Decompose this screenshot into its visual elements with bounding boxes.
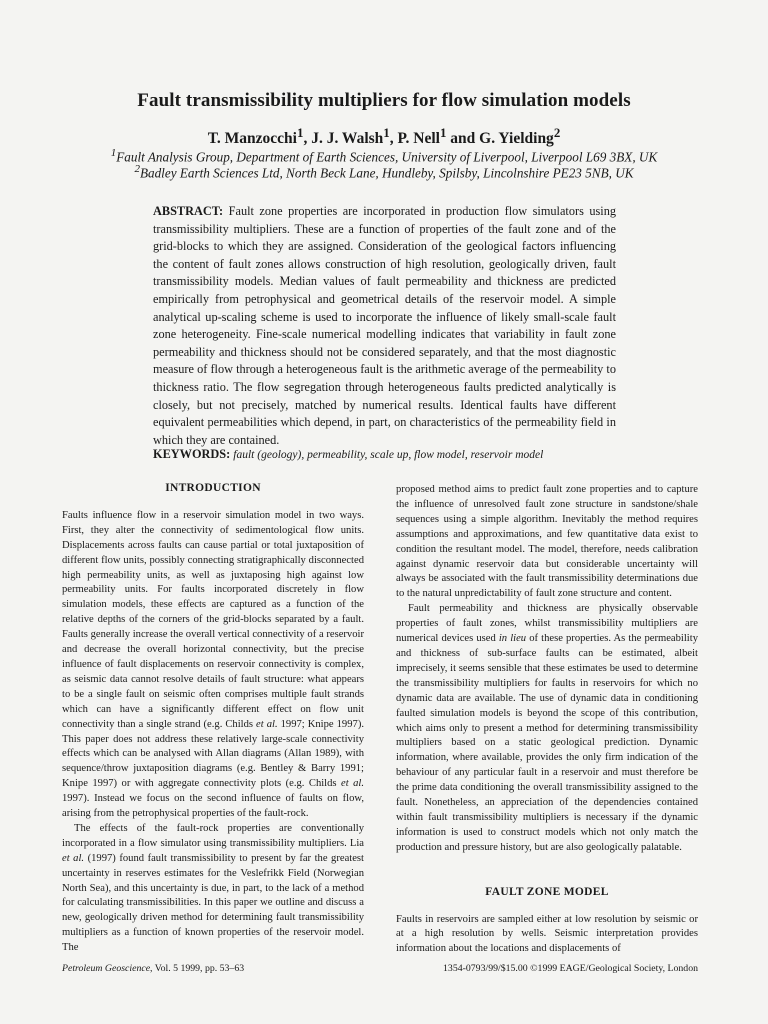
author-separator: ,: [389, 130, 398, 148]
body-italic: et al.: [62, 852, 85, 864]
footer-copyright: 1354-0793/99/$15.00 ©1999 EAGE/Geological Society, London: [443, 963, 698, 974]
body-text: 1997). Instead we focus on the second influence of faults on flow, arising from the petrophysical properties of the fault-rock.: [62, 793, 364, 820]
footer-citation: [62, 963, 244, 974]
affiliation-line: [0, 163, 768, 181]
keywords-list: fault (geology), permeability, scale up, flow model, reservoir model: [233, 449, 544, 461]
keywords: [153, 447, 616, 462]
paper-title: Fault transmissibility multipliers for flow simulation models: [137, 90, 631, 111]
body-italic: et al.: [341, 778, 364, 790]
body-paragraph: proposed method aims to predict fault zone properties and to capture the influence of unresolved fault zone structure in sandstone/shale sequences using a simple algorithm. Inevitably the method requires assumptions and approximations, and few quantitative data exist to condition the resultant model. The model, therefore, needs calibration against dynamic reservoir data but considerable uncertainty will always be associated with the fault transmissibility determinations due to the natural unpredictability of fault zone structure and content.: [396, 484, 698, 600]
body-paragraph: [396, 602, 698, 855]
section-heading-introduction: INTRODUCTION: [165, 482, 261, 494]
body-paragraph: [62, 509, 364, 822]
right-column: [396, 483, 698, 957]
author-name: P. Nell: [397, 130, 440, 148]
body-paragraph: [62, 822, 364, 956]
section-heading-fault-zone-model: FAULT ZONE MODEL: [485, 885, 609, 898]
affiliation-text: Badley Earth Sciences Ltd, North Beck Lane, Hundleby, Spilsby, Lincolnshire PE23 5NB, UK: [139, 165, 634, 181]
body-text: The effects of the fault-rock properties are conventionally incorporated in a flow simulator using transmissibility multipliers. Lia: [62, 822, 364, 849]
author-name: T. Manzocchi: [207, 130, 297, 148]
abstract-label: ABSTRACT:: [153, 204, 224, 218]
body-text: (1997) found fault transmissibility to present by far the greatest uncertainty in reserves estimates for the Veslefrikk Field (Norwegian North Sea), and this uncertainty is due, in part, to the lack of a method for calculating transmissibilities. In this paper we outline and discuss a new, geologically driven method for determining fault transmissibility multipliers as a function of known properties of the reservoir model. The: [62, 852, 364, 954]
journal-name: Petroleum Geoscience: [62, 963, 151, 974]
author-separator: and: [446, 130, 480, 148]
author-separator: ,: [303, 130, 312, 148]
author-affiliation-mark: 1: [383, 125, 390, 140]
affiliation-mark: 1: [110, 147, 117, 159]
body-text: Faults influence flow in a reservoir simulation model in two ways. First, they alter the connectivity of sedimentological flow units. Displacements across faults can cause partial or total juxtaposition of different flow units, possibly connecting stratigraphically disconnected high permeability units, as well as juxtaposing high against low permeability units. For faults incorporated discretely in flow simulation models, these effects are captured as a function of the relative depths of the corners of the grid-blocks separated by a fault. Faults generally increase the overall vertical connectivity of a reservoir and decrease the overall horizontal connectivity, but the precise influence of fault displacements on reservoir connectivity is complex, as seismic data cannot resolve details of fault structure: what appears to be a single fault on seismic often comprises multiple fault strands which can have a significantly different effect on flow unit connectivity than a single strand (e.g. Childs: [62, 509, 364, 730]
abstract-text: Fault zone properties are incorporated in production flow simulators using transmissibility multipliers. These are a function of properties of the fault zone and of the grid-blocks to which they are assigned. Consideration of the geological factors influencing the content of fault zones allows construction of high resolution, geologically driven, fault transmissibility models. Median values of fault permeability and thickness are predicted empirically from petrophysical and geometrical details of the reservoir model. A simple analytical up-scaling scheme is used to incorporate the influence of likely small-scale fault zone heterogeneity. Fine-scale numerical modelling indicates that variability in fault zone permeability and thickness should not be considered separately, and that the most diagnostic measure of flow through a heterogeneous fault is the arithmetic average of the permeability to thickness ratio. The flow segregation through heterogeneous faults predicted analytically is closely, but not precisely, matched by numerical results. Identical faults have different equivalent permeabilities which depend, in part, on characteristics of the permeability field in which they are contained.: [153, 204, 616, 447]
body-italic: et al.: [256, 718, 278, 730]
affiliation-mark: 2: [134, 163, 140, 175]
author-affiliation-mark: 1: [297, 125, 304, 140]
body-text: Fault permeability and thickness are physically observable properties of fault zones, whilst transmissibility multipliers are numerical devices used: [396, 603, 698, 645]
body-text: of these properties. As the permeability and thickness of sub-surface faults can be estimated, albeit imprecisely, it seems sensible that these estimates be used to determine the transmissibility multipliers for faults in reservoirs for which no dynamic data are available. The use of dynamic data in conditioning faulted simulation models is beyond the scope of this contribution, which aims only to present a method for determining transmissibility multipliers based on a static geological prediction. Dynamic information, where available, provides the only firm indication of the behaviour of any particular fault in a reservoir and must therefore be the prime data conditioning the overall transmissibility assigned to the fault. Nonetheless, an appreciation of the dependencies contained within fault transmissibility multipliers is necessary if the dynamic information is used to construct models which not only match the production and pressure history, but are also geologically palatable.: [396, 633, 698, 853]
author-name: G. Yielding: [479, 130, 554, 148]
body-italic: in lieu: [498, 633, 527, 645]
author-affiliation-mark: 2: [553, 125, 561, 140]
body-text: 1997; Knipe 1997). This paper does not address these relatively large-scale connectivity effects which can be analysed with Allan diagrams (Allan 1989), with sequence/throw juxtaposition diagrams (e.g. Bentley & Barry 1991; Knipe 1997) or with aggregate connectivity plots (e.g. Childs: [62, 718, 364, 790]
author-name: J. J. Walsh: [311, 130, 384, 148]
keywords-label: KEYWORDS:: [153, 447, 231, 461]
author-affiliation-mark: 1: [439, 125, 447, 140]
author-list: [0, 125, 768, 148]
left-column: [62, 481, 364, 956]
body-paragraph: Faults in reservoirs are sampled either at low resolution by seismic or at a high resolution by wells. Seismic interpretation provides information about the locations and displacements of: [396, 913, 698, 955]
citation-details: , Vol. 5 1999, pp. 53–63: [150, 963, 245, 974]
affiliation-text: Fault Analysis Group, Department of Earth Sciences, University of Liverpool, Liverpool L69 3BX, UK: [116, 149, 658, 165]
abstract: [153, 203, 616, 449]
